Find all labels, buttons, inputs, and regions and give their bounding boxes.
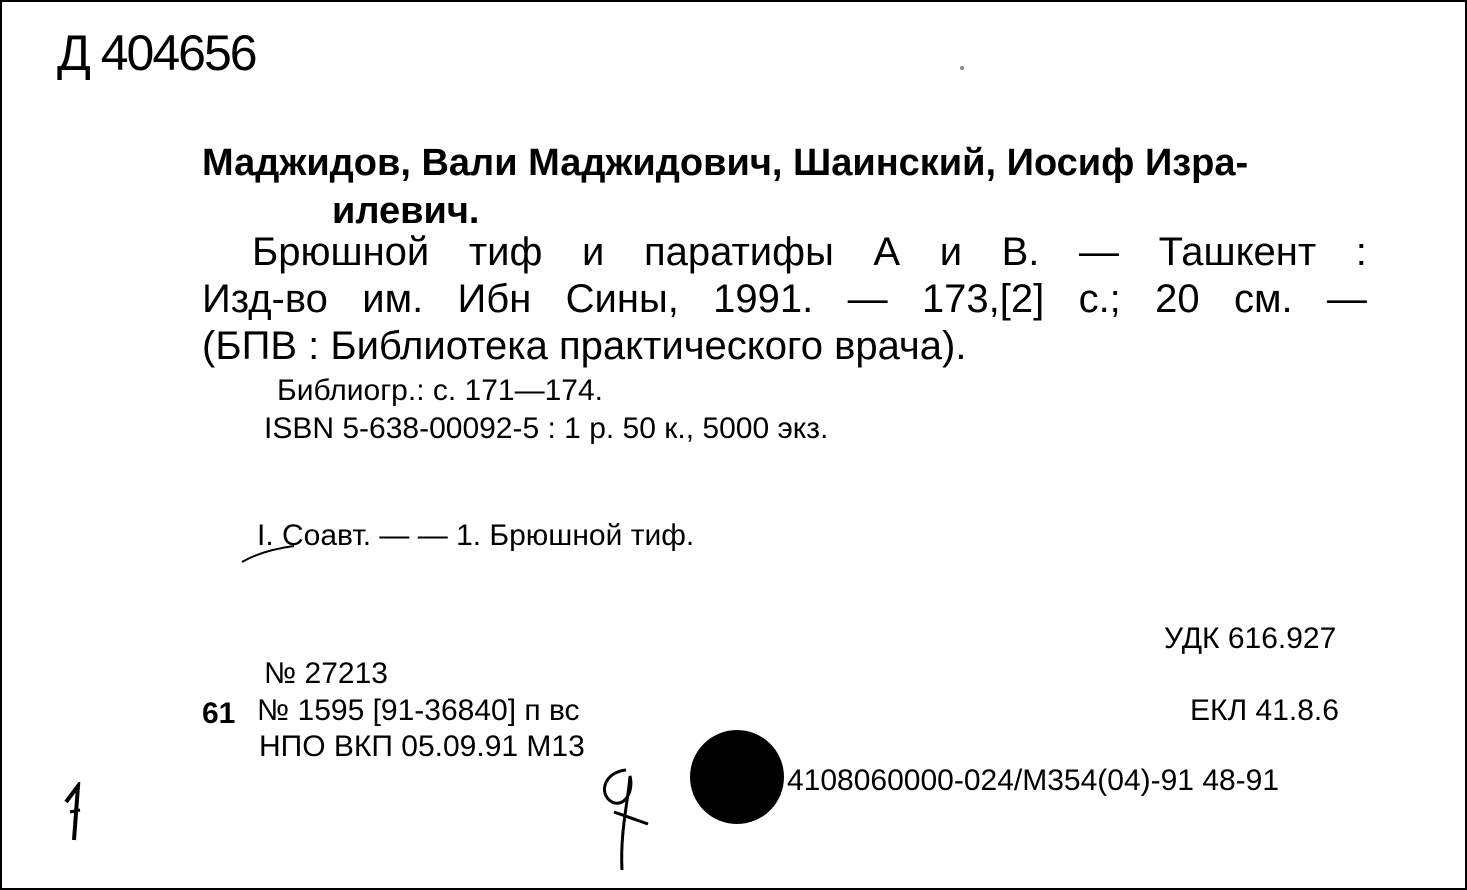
description-word: 1991. (713, 277, 814, 321)
tracing-line: I. Соавт. — — 1. Брюшной тиф. (257, 519, 695, 552)
description-word: Брюшной (252, 230, 430, 274)
description-word: — (1079, 230, 1120, 274)
handwritten-numeral (60, 782, 90, 844)
description-line-1 (202, 230, 1367, 275)
author-line-1: Маджидов, Вали Маджидович, Шаинский, Иосиф Изра- (202, 142, 1249, 184)
description-word: с.; (1078, 277, 1121, 321)
handwritten-mark (594, 762, 664, 874)
description-word: — (1326, 277, 1367, 321)
description-word: им. (362, 277, 424, 321)
description-word: В. (1001, 230, 1040, 274)
bibliography-note: Библиогр.: с. 171—174. (277, 374, 603, 407)
description-word: см. (1233, 277, 1293, 321)
npo-line: НПО ВКП 05.09.91 М13 (259, 730, 585, 763)
description-word: 173,[2] (921, 277, 1045, 321)
speck-mark (960, 66, 964, 70)
author-line-2: илевич. (332, 190, 480, 232)
ekl-code: ЕКЛ 41.8.6 (1190, 694, 1339, 727)
description-word: Ибн (457, 277, 532, 321)
call-number: Д 404656 (57, 25, 256, 81)
isbn-line: ISBN 5-638-00092-5 : 1 р. 50 к., 5000 экз. (264, 412, 829, 445)
record-number-2: № 1595 [91-36840] п вс (257, 694, 580, 727)
description-word: Ташкент (1158, 230, 1317, 274)
description-word: и (939, 230, 963, 274)
description-word: 20 (1155, 277, 1200, 321)
description-word: : (1355, 230, 1367, 274)
description-line-2 (202, 277, 1367, 322)
description-line-3: (БПВ : Библиотека практического врача). (202, 324, 967, 368)
record-number-1: № 27213 (264, 657, 388, 690)
record-prefix: 61 (202, 697, 236, 730)
code-line: 4108060000-024/М354(04)-91 48-91 (787, 764, 1280, 797)
description-word: Изд-во (202, 277, 328, 321)
description-word: тиф (468, 230, 543, 274)
description-word: — (847, 277, 888, 321)
ink-blot (690, 730, 784, 824)
udk-code: УДК 616.927 (1164, 622, 1337, 655)
description-word: Сины, (565, 277, 679, 321)
underline-stroke (238, 542, 298, 566)
description-word: и (582, 230, 605, 274)
description-word: паратифы (643, 230, 834, 274)
description-word: А (873, 230, 901, 274)
